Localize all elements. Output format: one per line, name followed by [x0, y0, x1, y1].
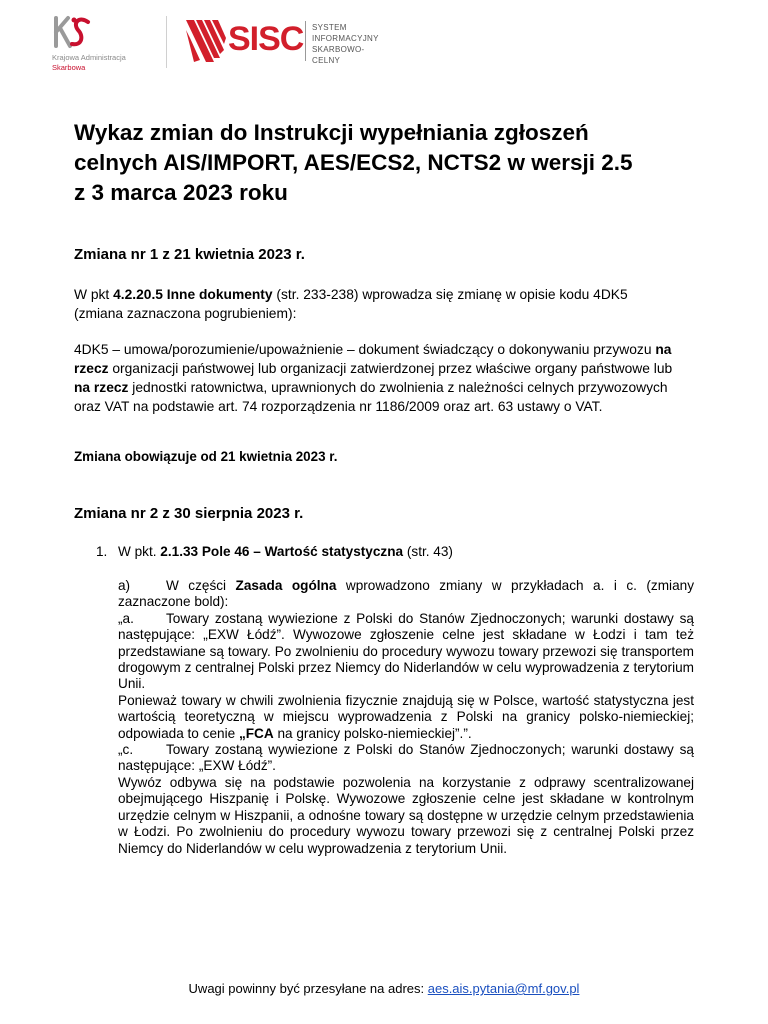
example-c: [118, 742, 694, 775]
change-2-heading: Zmiana nr 2 z 30 sierpnia 2023 r.: [74, 505, 304, 522]
change-1-intro: [74, 285, 674, 323]
kas-emblem-icon: [52, 14, 92, 50]
desc-text: organizacji państwowej lub organizacji zatwierdzonej przez właściwe organy państwowe lub: [108, 361, 673, 376]
list-number: 1.: [96, 544, 108, 559]
sisc-subtitle: [312, 22, 384, 66]
change-1-heading: Zmiana nr 1 z 21 kwietnia 2023 r.: [74, 246, 305, 263]
kas-name-line2: Skarbowa: [52, 63, 86, 72]
desc-bold: na rzecz: [74, 342, 672, 376]
sisc-stripes-icon: [184, 16, 228, 66]
change-1-description: [74, 340, 674, 416]
intro-text: W pkt: [74, 287, 114, 302]
sub-item-label: a): [118, 578, 131, 593]
example-a-label: „a.: [118, 610, 134, 626]
item-text: W pkt.: [118, 544, 161, 559]
sisc-sub-line2: INFORMACYJNY: [312, 34, 379, 43]
header-divider: [166, 16, 167, 68]
example-c-label: „c.: [118, 742, 134, 758]
sisc-divider: [305, 21, 306, 61]
example-a2-text-end: na granicy polsko-niemieckiej”.”.: [273, 725, 472, 741]
desc-text: jednostki ratownictwa, uprawnionych do zwolnienia z należności celnych przywozowych oraz VAT na podstawie art. 74 rozporządzenia nr 1186/2009 oraz art. 63 ustawy o VAT.: [74, 380, 668, 414]
sub-bold: Zasada ogólna: [235, 578, 337, 593]
example-a: [118, 611, 694, 693]
document-title: Wykaz zmian do Instrukcji wypełniania zgłoszeń celnych AIS/IMPORT, AES/ECS2, NCTS2 w wersji 2.5 z 3 marca 2023 roku: [74, 120, 633, 205]
sisc-logo: [184, 16, 384, 68]
kas-name-line1: Krajowa Administracja: [52, 53, 126, 62]
item-text-end: (str. 43): [403, 544, 453, 559]
sub-text: W części: [166, 578, 236, 593]
sub-text-end: wprowadzono zmiany w przykładach a. i c. (zmiany zaznaczone bold):: [118, 578, 694, 610]
intro-text-end: (str. 233-238) wprowadza się zmianę w opisie kodu 4DK5 (zmiana zaznaczona pogrubieniem):: [74, 287, 628, 321]
change-1-effective-date: Zmiana obowiązuje od 21 kwietnia 2023 r.: [74, 449, 338, 464]
kas-logo: [50, 14, 160, 74]
example-a-text: Towary zostaną wywiezione z Polski do Stanów Zjednoczonych; warunki dostawy są następujące: „EXW Łódź”. Wywozowe zgłoszenie celne jest składane w Łodzi i tam też przedstawiane są towary. Po zwolnieniu do procedury wywozu towary przewozi się transportem drogowym z centralnej Polski przez Niemcy do Niderlandów w celu wyprowadzenia z terytorium Unii.: [118, 610, 694, 692]
sub-item-a: [118, 578, 694, 611]
example-c-continued: Wywóz odbywa się na podstawie pozwolenia na korzystanie z odprawy scentralizowanej obejmującego Hiszpanię i Polskę. Wywozowe zgłoszenie celne jest składane w kontrolnym urzędzie celnym w Hiszpanii, a odnośne towary są dostępne w urzędzie celnym przedstawienia w Łodzi. Po zwolnieniu do procedury wywozu towary przewozi się z centralnej Polski przez Niemcy do Niderlandów w celu wyprowadzenia z terytorium Unii.: [118, 774, 694, 856]
example-a-continued: [118, 693, 694, 742]
intro-bold: 4.2.20.5 Inne dokumenty: [113, 287, 273, 302]
desc-bold: na rzecz: [74, 380, 129, 395]
example-a2-bold: „FCA: [238, 725, 274, 741]
sisc-wordmark: SISC: [228, 20, 304, 58]
example-a2-text: Ponieważ towary w chwili zwolnienia fizycznie znajdują się w Polsce, wartość statystyczna jest wartością teoretyczną w miejscu wyprowadzenia z Polski na granicy polsko-niemieckiej; odpowiada to cenie: [118, 692, 694, 741]
footer-text: Uwagi powinny być przesyłane na adres:: [188, 981, 428, 996]
desc-text: 4DK5 – umowa/porozumienie/upoważnienie – dokument świadczący o dokonywaniu przywozu: [74, 342, 656, 357]
item-bold: 2.1.33 Pole 46 – Wartość statystyczna: [160, 544, 404, 559]
list-item: [96, 544, 453, 559]
sisc-sub-line1: SYSTEM: [312, 23, 347, 32]
contact-email-link[interactable]: aes.ais.pytania@mf.gov.pl: [427, 981, 580, 996]
example-c-text: Towary zostaną wywiezione z Polski do Stanów Zjednoczonych; warunki dostawy są następujące: „EXW Łódź”.: [118, 742, 694, 774]
document-header: [0, 0, 768, 80]
document-footer: [0, 981, 768, 996]
change-2-detail: [118, 578, 694, 857]
sisc-sub-line3: SKARBOWO-CELNY: [312, 45, 365, 65]
